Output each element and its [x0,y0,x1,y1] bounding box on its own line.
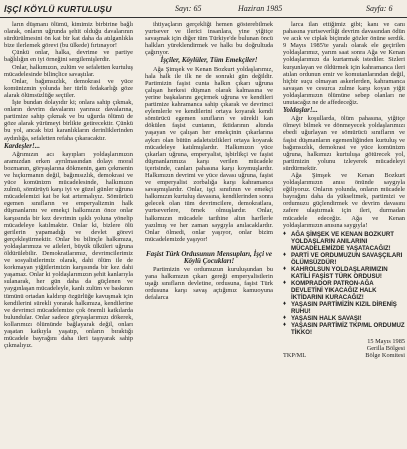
signature-committee: Bölge Komitesi [365,351,405,359]
paragraph: ların düşmanı ölümü, kimimiz birbirine bağlı olarak, onların uğrunda şehit olduğu davalarının sürdürülmesini ön kat bir kat daha da atılganlıkla bize ilerlemek görevi (bu ülkede) fırtınayor! [4,21,133,50]
slogan-item: ♦ KAHROLSUN YOLDAŞLARIMIZIN KATİLİ FAŞİST TÜRK ORDUSU! [283,266,405,280]
signature-region: Gerilla Bölgesi [366,344,405,352]
paragraph: Ağır koşullarda, ölüm pahasına, yiğitçe ölmeyi bilmek ve dönmeyecek yoldaşlarımızı ebedi uğurlayan ve sömürücü sınıfların ve faşist düşmanların egemenliğinden kurtuluş ve bağımsızlık, demokrasi ve yüce komünizm uğruna, halkımızı kurtuluşa götürecek yol, partimizin yolunu izleyerek mücadeleyi sürdürmektir. [283,115,405,172]
section-heading: Kardeşler!... [4,141,40,150]
slogan-item: ♦ KOMPRADOR PATRON-AĞA DEVLETİNİ YIKACAĞIZ HALK İKTİDARINI KURACAĞIZ! [283,280,405,301]
paragraph: Onlar, halkımızın, zulüm ve sefaletten kurtuluş mücadelesinde bilinçlice savaştılar. [4,63,133,78]
signature-org [283,352,405,359]
signature-date-text: 15 Mayıs 1985 [367,337,405,345]
slogan-item: ♦ PARTİ VE ORDUMUZUN SAVAŞÇILARI ÖLÜMSÜZDÜR! [283,252,405,266]
paragraph: larca ilan ettiğimiz gibi; kanı ve canı pahasına yurtseverliği devrim davasından ödün ve acık ve ciplak biçimde gözler önüne serdik. 9 Mayıs 1985'te yaralı olarak ele geçirilen yoldaşlarımız, yarım saat sonra Ağa ve Kenan yoldaşlarımızı da kurtarmak istediler. Sizleri kurşunlayan ve öldürmek için kahramanca ileri atılan ordunun emir ve komutanlarından değil, hiçbir suçu olmayan askerlerden, kahramanca savaşan ve cesurca zulme karşı koyan yiğit yoldaşlarımızın ölümüne sebep olanları ne unutacağız ne de affedeceğiz. [283,21,405,107]
section-heading: Faşist Türk Ordusunun Mensupları, İşçi ve Köylü Çocukları! [145,249,273,265]
section-heading: Yoldaşlar!... [283,106,318,115]
paragraph: Partimizin ve ordumuzun kuruluşundan bu yana halkımızın çıkarı gereği emperyalistlerin uşağı sınıfların devletine, ordusuna, faşist Türk ordusuna karşı savaş açtığımız kamuoyuna defalarca [145,266,273,302]
paragraph: Ağa Şimşek ve Kenan Bozkurt yoldaşlarımız, hala halk ile ilk ne de sonraki gün değildir. Partimizin faşist cunta halkın çıkarı uğruna çalışan herkesi düşman olarak kalmasına ve yerine başkalarını geçirmek uğruna ve kendileri partimize kahramanca sahip çıkarak ve devrimci eylemlerle ve kendilerini ortaya koyarak kendi sömürücü egemen sınıfların ve sürekli kan dökülen faşist cuntanın, iktidarının altında yaşayan ve çalışan her emekçinin çıkarlarına aykırı olan bütün adaletsizlikleri ortaya koyarak mücadeleye katılmışlardır. Halkımızın yüce çıkarları uğruna, emperyalist, işbirlikçi ve faşist düşmanlarımıza karşı verilen mücadele içerisinde, canları pahasına karşı koymuşlardır. Halkımızın devrimi ve yüce davası uğruna, faşist ve emperyalist zorbalığa karşı kahramanca savaşmışlardır. Onlar, işçi sınıfının ve emekçi halkımızın kurtuluş davasına, kendilerinden sonra gelecek olan tüm devrimcilere, demokratlara, yurtseverlere, örnek olmuşlardır. Onlar, halkımızın mücadele tarihine altın harflerle yazılmış ve her zaman saygıyla anılacaklardır. Onlar ölmedi, onlar yaşıyor, onlar bizim mücadelemizde yaşıyor! [145,65,273,243]
paragraph: Onlar, bağımsızlık, demokrasi ve yüce komünizmin yolunda her türlü fedakarlığı göze alarak ölümsüzlüğe seçtiler. [4,77,133,99]
section-heading: İşçiler, Köylüler, Tüm Emekçiler! [160,56,258,65]
paragraph: İşte bundan dolayıdır ki; onlara sahip çıkmak, onların devrim davalarını yarınsız davalarına, partimize sahip çıkmak ve bu uğurda ölümü de göze alarak yürümeyi birlikte getirecektir. Çünkü bu yol, ancak bizi karanlıkların derinliklerinden aydınlığa, sefaletten refaha çıkaracaktır. [4,99,133,142]
page-header [0,0,407,20]
column-1 [4,21,133,349]
slogan-item: ♦ YAŞASIN HALK SAVAŞI! [283,315,405,322]
paragraph: Ağrımızın acı kayıpları yoldaşlarımızın aramızdan erken ayrılmasından dolayı moral bozmanın, göryaşlarına dökmenin, gam çekmenin ve hıçkırmanın değil, bağımsızlık, demokrasi ve yüce komünizm mücadelesinde, halkımızın zulmü, sömürüyü karşı iyi ve güzel günler uğruna mücadelemizi kat be kat artırmalıyız. Sömürücü egemen sınıfların ve emperyalizmin halk düşmanlarını ve emekçi halkımızın önce onlar karşısında bir kez devrimin ışıklı yoluna yönelip mücadeleye katılmaktır. Onlar ki, bizlere ölü gerilerin yapamadığı ve devlet görevi gerçekleştirmektir. Onlar bu bilinçle halkımıza, yoldaşlarımıza ve aileleri, büyük ülküleri uğruna öldürülebilir. Demokratlarımız, devrimcilerimiz ve sosyalistlerimiz olarak, dahi ölüm ile de korkmayan yiğitlerimizin karşısında bir kez dahi yaşamaz. Onlar ki yoldaşlarımızın şehit kanlarıyla sulanarak, her gün daha da güçlenen ve yaygınlaşan mücadeleyle, kanlı zulüm ve baskının tümünü ortadan kaldırıp özgürlüğe kavuşmak için kendilerini sürekli yorarak halkımıza, kendilerine ve devrimci mücadelemize çok önemli katkılarda bulundular. Onlar sadece göryaşlarımızı dökerek, kollarımızı ölümünde bağlayarak değil, onları yaşatan katkıyla yaşatıp, onların bıraktığı mücadele bayrağını daha ileri taşıyarak sahip çıkmalıyız. [4,150,133,350]
slogan-item: ♦ YAŞASIN PARTİMİZ TKP/ML ORDUMUZ TİKKO! [283,322,405,336]
slogan-item: ♦ AĞA ŞİMŞEK VE KENAN BOZKURT YOLDAŞLARIN ANILARINI MÜCADELEMİZDE YAŞATACAĞIZ! [283,231,405,252]
slogan-item: ♦ YAŞASIN PARTİMİZİN KIZIL DİRENİŞ RUHU! [283,301,405,315]
slogan-list [283,231,405,336]
paragraph: Çünkü onlar, halka, devrime ve partiye bağlılığın en iyi örneğini sergilemişlerdir. [4,49,133,64]
column-3 [283,21,405,359]
issue-date: Haziran 1985 [238,4,283,13]
page-number: Sayfa: 6 [366,4,393,13]
issue-number: Sayı: 65 [175,4,202,13]
signature-date [283,338,405,352]
paragraph: ihtiyaçların gerçekliği hemen gösterebilmek yurtsever ve ilerici insanlara, yine yiğitçe savaşmak için diğer tüm Türkiye'de bulunan öncü halkları yüreklendirmek ve halkı bu doğrultuda çağırıyor. [145,21,273,57]
signature-party: TKP/ML [283,351,307,359]
newspaper-title: İŞÇİ KÖYLÜ KURTULUŞU [4,4,112,14]
column-2 [145,21,273,302]
header-rule [0,17,407,18]
paragraph: Ağa Şimşek ve Kenan Bozkurt yoldaşlarımızın anısı önünde saygıyla eğiliyoruz. Onların yolunda, onların mücadele bayrağını daha da yükseltmek, partimizi ve ordumuzu güçlendirmek ve devrim davasını zafere ulaştırmak için ileri, durmadan mücadele edeceğiz. Ağa ve Kenan yoldaşlarımızın anısına saygıyla! [283,171,405,229]
